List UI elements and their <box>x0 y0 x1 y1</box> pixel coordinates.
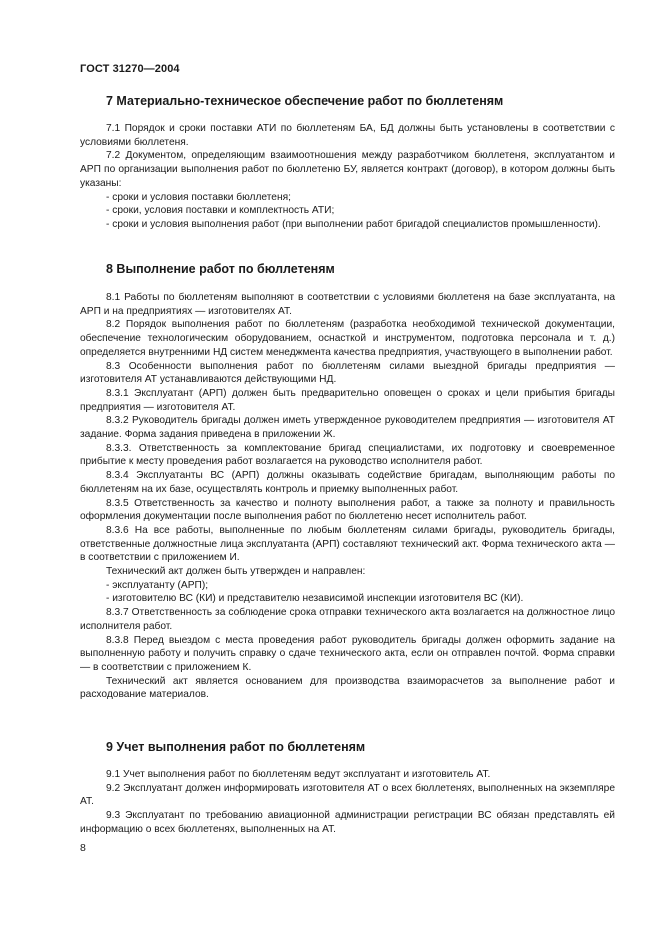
section-7-body <box>80 122 615 232</box>
paragraph-8-1: 8.1 Работы по бюллетеням выполняют в соответствии с условиями бюллетеня на базе эксплуатанта, на АРП и на предприятиях — изготовителях АТ. <box>80 292 615 317</box>
section-9-title: 9 Учет выполнения работ по бюллетеням <box>106 740 366 754</box>
paragraph-8-3-5: 8.3.5 Ответственность за качество и полноту выполнения работ, а также за полноту и правильность оформления документации после выполнения работ по бюллетеню несет исполнитель работ. <box>80 497 615 523</box>
section-8-body <box>80 291 615 702</box>
paragraph-8-3-3: 8.3.3. Ответственность за комплектование бригад специалистами, их подготовку и своевременное прибытие к месту проведения работ возлагается на руководство исполнителя работ. <box>80 442 615 468</box>
list-item: - эксплуатанту (АРП); <box>106 579 209 591</box>
paragraph-8-3: 8.3 Особенности выполнения работ по бюллетеням силами выездной бригады предприятия — изготовителя АТ устанавливаются действующими НД. <box>80 360 615 386</box>
paragraph-8-3-8: 8.3.8 Перед выездом с места проведения работ руководитель бригады должен оформить задание на выполненную работу и получить справку о сдаче технического акта, если он отправлен почтой. Форма справки — в соответствии с приложением К. <box>80 634 615 673</box>
paragraph-8-3-6: 8.3.6 На все работы, выполненные по любым бюллетеням силами бригады, руководитель бригады, ответственные должностные лица эксплуатанта (АРП) составляют технический акт. Форма технического акта — в соответствии с приложением И. <box>80 524 615 564</box>
paragraph-9-2: 9.2 Эксплуатант должен информировать изготовителя АТ о всех бюллетенях, выполненных на экземпляре АТ. <box>80 782 615 808</box>
paragraph-8-2: 8.2 Порядок выполнения работ по бюллетеням (разработка необходимой технической документации, обеспечение технологическим оборудованием, оснасткой и инструментом, подготовка персонала и т. д.) определяется внутренними НД систем менеджмента качества предприятия, участвующего в выполнении работ. <box>80 319 615 358</box>
paragraph-8-3-7: 8.3.7 Ответственность за соблюдение срока отправки технического акта возлагается на должностное лицо исполнителя работ. <box>80 607 615 632</box>
paragraph-7-2: 7.2 Документом, определяющим взаимоотношения между разработчиком бюллетеня, эксплуатантом и АРП по организации выполнения работ по бюллетеню БУ, является контракт (договор), в котором должны быть указаны: <box>80 150 615 189</box>
section-8-title: 8 Выполнение работ по бюллетеням <box>106 262 335 276</box>
list-item: - сроки и условия поставки бюллетеня; <box>106 191 291 203</box>
section-7-title: 7 Материально-техническое обеспечение работ по бюллетеням <box>106 94 504 108</box>
list-item: - сроки, условия поставки и комплектность АТИ; <box>106 205 335 217</box>
paragraph-8-3-2: 8.3.2 Руководитель бригады должен иметь утвержденное руководителем предприятия — изготовителя АТ задание. Форма задания приведена в приложении Ж. <box>80 415 615 441</box>
paragraph-9-1: 9.1 Учет выполнения работ по бюллетеням ведут эксплуатант и изготовитель АТ. <box>106 769 491 780</box>
paragraph-7-1: 7.1 Порядок и сроки поставки АТИ по бюллетеням БА, БД должны быть установлены в соответствии с условиями бюллетеня. <box>80 123 615 148</box>
section-9-body <box>80 768 615 837</box>
list-item: - сроки и условия выполнения работ (при выполнении работ бригадой специалистов промышленности). <box>106 218 601 230</box>
paragraph-9-3: 9.3 Эксплуатант по требованию авиационной администрации регистрации ВС обязан представлять ей информацию о всех бюллетенях, выполненных на АТ. <box>80 810 615 835</box>
paragraph-act-basis: Технический акт является основанием для производства взаиморасчетов за выполнение работ и расходование материалов. <box>80 675 615 701</box>
paragraph-8-3-4: 8.3.4 Эксплуатанты ВС (АРП) должны оказывать содействие бригадам, выполняющим работы по бюллетеням на их базе, осуществлять контроль и приемку выполненных работ. <box>80 470 615 495</box>
page-number: 8 <box>80 842 86 854</box>
paragraph-8-3-1: 8.3.1 Эксплуатант (АРП) должен быть предварительно оповещен о сроках и цели прибытия бригады предприятия — изготовителя АТ. <box>80 387 615 413</box>
document-header: ГОСТ 31270—2004 <box>80 63 180 75</box>
list-item: - изготовителю ВС (КИ) и представителю независимой инспекции изготовителя ВС (КИ). <box>106 593 524 605</box>
paragraph-act-intro: Технический акт должен быть утвержден и направлен: <box>106 566 366 578</box>
